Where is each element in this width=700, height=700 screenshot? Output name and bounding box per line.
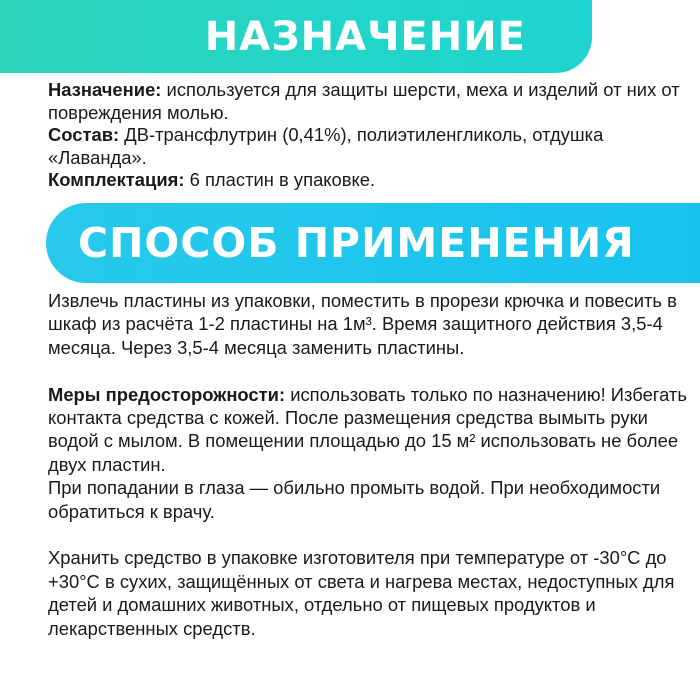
section-title: СПОСОБ ПРИМЕНЕНИЯ xyxy=(78,219,635,267)
precautions-label: Меры предосторожности: xyxy=(48,383,286,405)
kit-paragraph xyxy=(48,169,693,192)
section-banner-purpose xyxy=(0,0,592,73)
usage-paragraph: Извлечь пластины из упаковки, поместить в прорези крючка и повесить в шкаф из расчёта 1-2 пластины на 1м³. Время защитного действия 3,5-4 месяца. Через 3,5-4 месяца заменить пластины. xyxy=(48,290,677,358)
composition-label: Состав: xyxy=(48,124,120,146)
eyes-paragraph: При попадании в глаза — обильно промыть водой. При необходимости обратиться к врачу. xyxy=(48,477,661,522)
precautions-paragraph xyxy=(48,383,693,477)
composition-text: ДВ-трансфлутрин (0,41%), полиэтиленгликоль, отдушка «Лаванда». xyxy=(48,124,604,168)
purpose-text: используется для защиты шерсти, меха и изделий от них от повреждения молью. xyxy=(48,79,680,123)
kit-label: Комплектация: xyxy=(48,169,185,191)
purpose-label: Назначение: xyxy=(48,79,162,100)
purpose-block xyxy=(48,79,693,192)
composition-paragraph xyxy=(48,124,693,169)
kit-text: 6 пластин в упаковке. xyxy=(184,169,376,191)
usage-block xyxy=(48,289,693,640)
storage-paragraph: Хранить средство в упаковке изготовителя при температуре от -30°C до +30°C в сухих, защищённых от света и нагрева местах, недоступных для детей и домашних животных, отдельно от пищевых продуктов и лекарственных средств. xyxy=(48,547,675,639)
section-title: НАЗНАЧЕНИЕ xyxy=(204,13,526,60)
purpose-paragraph xyxy=(48,79,693,124)
precautions-text: использовать только по назначению! Избегать контакта средства с кожей. После размещения средства вымыть руки водой с мылом. В помещении площадью до 15 м² использовать не более двух пластин. xyxy=(48,383,687,475)
section-banner-usage xyxy=(46,203,700,283)
